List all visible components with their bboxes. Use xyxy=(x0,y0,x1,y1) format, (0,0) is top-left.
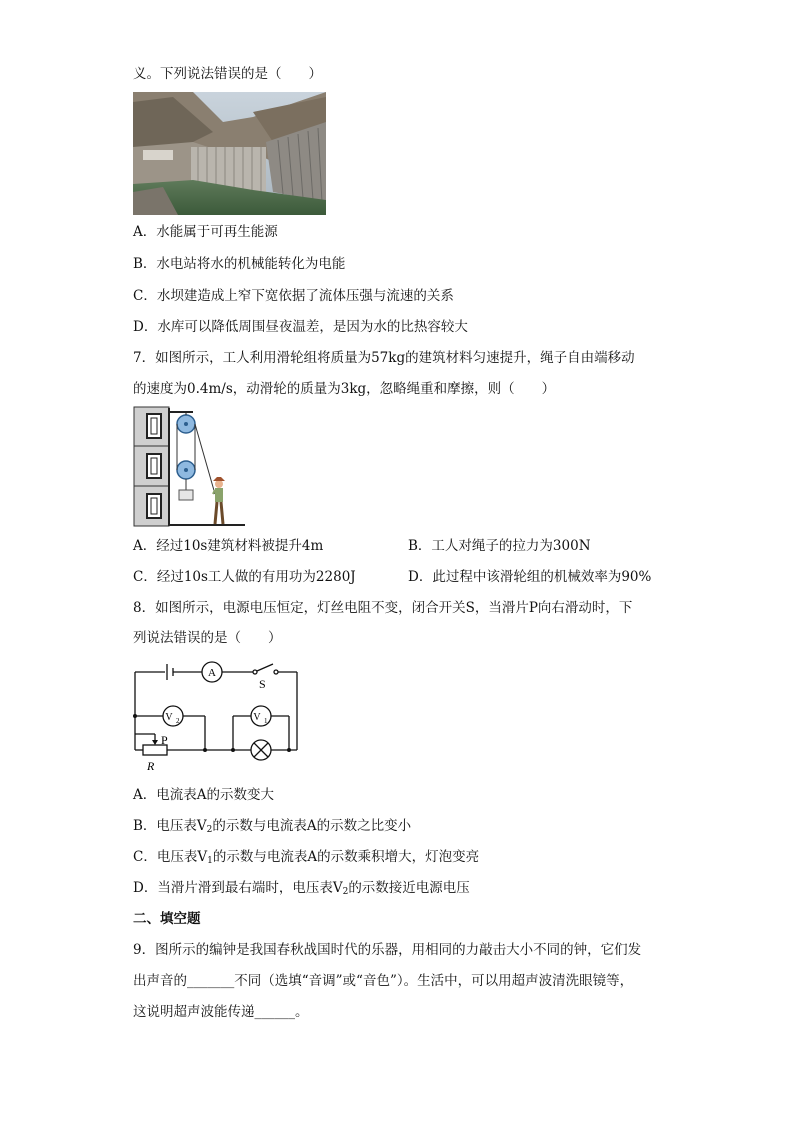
q8-option-c-sub: 1 xyxy=(207,856,213,866)
circuit-diagram xyxy=(133,658,303,774)
q6-stem: 义。下列说法错误的是（ ） xyxy=(133,66,322,82)
q7-option-b: B．工人对绳子的拉力为300N xyxy=(408,538,591,554)
q8-option-d-pre: D．当滑片滑到最右端时，电压表V xyxy=(133,880,343,896)
q7-option-c: C．经过10s工人做的有用功为2280J xyxy=(133,569,356,585)
q9-line2: 出声音的_______不同（选填“音调”或“音色”）。生活中，可以用超声波清洗眼镜等， xyxy=(133,973,634,989)
q6-option-d: D．水库可以降低周围昼夜温差，是因为水的比热容较大 xyxy=(133,319,468,335)
q8-option-c xyxy=(133,847,479,871)
q8-option-a: A．电流表A的示数变大 xyxy=(133,787,274,803)
q6-option-b: B．水电站将水的机械能转化为电能 xyxy=(133,256,346,272)
q9-line3: 这说明超声波能传递______。 xyxy=(133,1004,309,1020)
dam-photo xyxy=(133,92,326,215)
q8-option-b-pre: B．电压表V xyxy=(133,818,207,834)
section-heading: 二、填空题 xyxy=(133,911,201,927)
v2-label: V xyxy=(165,712,173,723)
q8-option-b xyxy=(133,816,411,840)
pulley-figure xyxy=(133,406,245,528)
q8-option-d-sub: 2 xyxy=(342,887,349,897)
v1-label: V xyxy=(253,712,261,723)
switch-label: S xyxy=(259,677,266,691)
q8-option-b-sub: 2 xyxy=(206,825,213,835)
q6-option-c: C．水坝建造成上窄下宽依据了流体压强与流速的关系 xyxy=(133,288,454,304)
q8-option-c-post: 的示数与电流表A的示数乘积增大，灯泡变亮 xyxy=(212,849,480,865)
q6-option-a: A．水能属于可再生能源 xyxy=(133,224,278,240)
q7-option-d: D．此过程中该滑轮组的机械效率为90% xyxy=(408,569,652,585)
slider-label: P xyxy=(161,733,168,747)
q7-stem-line1: 7．如图所示，工人利用滑轮组将质量为57kg的建筑材料匀速提升，绳子自由端移动 xyxy=(133,350,635,366)
q8-option-b-post: 的示数与电流表A的示数之比变小 xyxy=(212,818,412,834)
q9-line1: 9．图所示的编钟是我国春秋战国时代的乐器，用相同的力敲击大小不同的钟，它们发 xyxy=(133,942,642,958)
q7-stem-line2: 的速度为0.4m/s，动滑轮的质量为3kg，忽略绳重和摩擦，则（ ） xyxy=(133,381,556,397)
q8-stem-line1: 8．如图所示，电源电压恒定，灯丝电阻不变，闭合开关S，当滑片P向右滑动时，下 xyxy=(133,600,633,616)
q8-option-d xyxy=(133,878,470,902)
q8-option-c-pre: C．电压表V xyxy=(133,849,208,865)
q8-stem-line2: 列说法错误的是（ ） xyxy=(133,630,282,646)
v1-sub: 1 xyxy=(264,717,268,725)
q8-option-d-post: 的示数接近电源电压 xyxy=(348,880,470,896)
v2-sub: 2 xyxy=(176,717,180,725)
q7-option-a: A．经过10s建筑材料被提升4m xyxy=(133,538,324,554)
resistor-label: R xyxy=(147,759,155,773)
ammeter-label: A xyxy=(208,667,216,679)
